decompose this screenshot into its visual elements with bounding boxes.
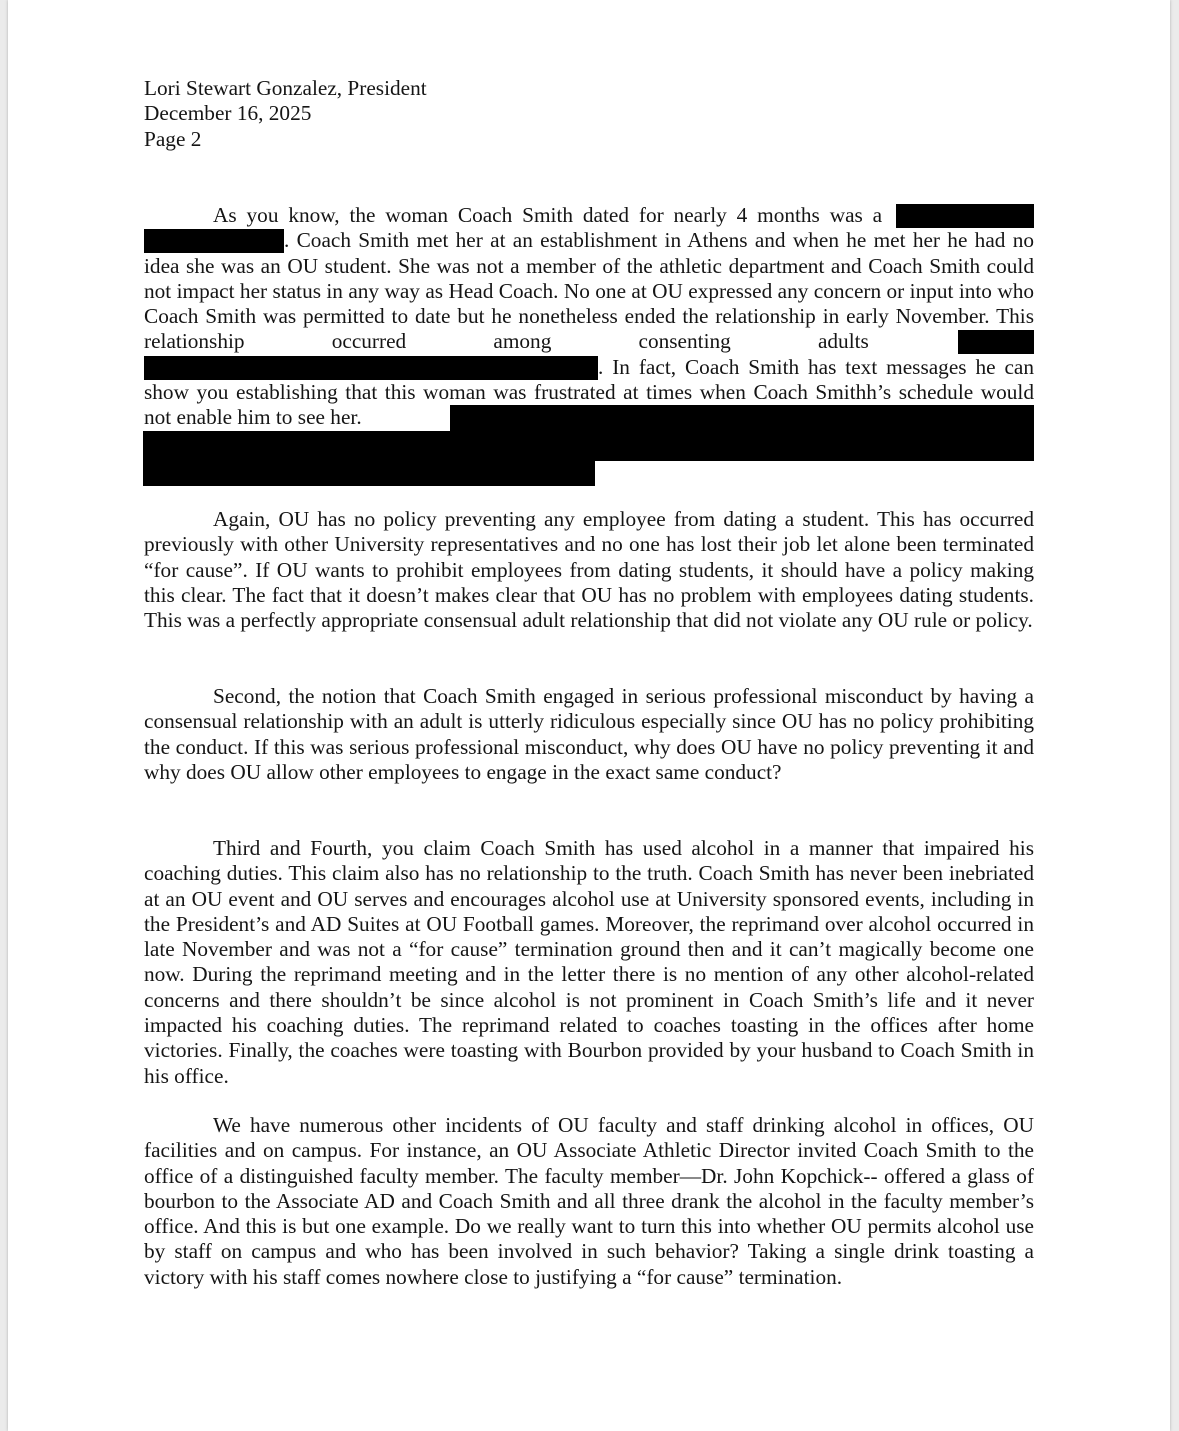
recipient-line: Lori Stewart Gonzalez, President bbox=[144, 76, 427, 100]
redaction-box bbox=[143, 431, 1034, 461]
redaction-box bbox=[143, 459, 595, 486]
paragraph-4: Third and Fourth, you claim Coach Smith has used alcohol in a manner that impaired his coaching duties. This claim also has no relationship to the truth. Coach Smith has never been inebriated at an OU event and OU serves and encourages alcohol use at University sponsored events, including in the President’s and AD Suites at OU Football games. Moreover, the reprimand over alcohol occurred in late November and was not a “for cause” termination ground then and it can’t magically become one now. During the reprimand meeting and in the letter there is no mention of any other alcohol-related concerns and there shouldn’t be since alcohol is not prominent in Coach Smith’s life and it never impacted his coaching duties. The reprimand related to coaches toasting in the offices after home victories. Finally, the coaches were toasting with Bourbon provided by your husband to Coach Smith in his office. bbox=[144, 836, 1034, 1088]
paragraph-2: Again, OU has no policy preventing any employee from dating a student. This has occurred previously with other University representatives and no one has lost their job let alone been terminated “for cause”. If OU wants to prohibit employees from dating students, it should have a policy making this clear. The fact that it doesn’t makes clear that OU has no problem with employees dating students. This was a perfectly appropriate consensual adult relationship that did not violate any OU rule or policy. bbox=[144, 507, 1034, 633]
page-number: Page 2 bbox=[144, 126, 202, 151]
redaction-box bbox=[450, 405, 1034, 433]
paragraph-1 bbox=[144, 203, 1034, 431]
paragraph-1-part-a: As you know, the woman Coach Smith dated for nearly 4 months was a bbox=[213, 203, 883, 227]
redaction-box bbox=[958, 330, 1034, 354]
letter-header bbox=[144, 76, 1034, 152]
redaction-box bbox=[896, 204, 1034, 228]
redaction-box bbox=[144, 356, 598, 380]
paragraph-1-part-b: . Coach Smith met her at an establishment in Athens and when he met her he had no idea she was an OU student. She was not a member of the athletic department and Coach Smith could not impact her status in any way as Head Coach. No one at OU expressed any concern or input into who Coach Smith was permitted to date but he nonetheless ended the relationship in early November. This relationship occurred among consenting adults bbox=[144, 228, 1034, 354]
date-line: December 16, 2025 bbox=[144, 101, 312, 126]
paragraph-5: We have numerous other incidents of OU faculty and staff drinking alcohol in offices, OU facilities and on campus. For instance, an OU Associate Athletic Director invited Coach Smith to the office of a distinguished faculty member. The faculty member—Dr. John Kopchick-- offered a glass of bourbon to the Associate AD and Coach Smith and all three drank the alcohol in the faculty member’s office. And this is but one example. Do we really want to turn this into whether OU permits alcohol use by staff on campus and who has been involved in such behavior? Taking a single drink toasting a victory with his staff comes nowhere close to justifying a “for cause” termination. bbox=[144, 1113, 1034, 1289]
paragraph-3: Second, the notion that Coach Smith engaged in serious professional misconduct by having a consensual relationship with an adult is utterly ridiculous especially since OU has no policy prohibiting the conduct. If this was serious professional misconduct, why does OU have no policy preventing it and why does OU allow other employees to engage in the exact same conduct? bbox=[144, 684, 1034, 784]
paragraph-1-part-c: . In fact, Coach Smith has text messages he can show you establishing that this woman was frustrated at times when Coach Smithh’s schedule would not enable him to see her. bbox=[144, 354, 1034, 430]
redaction-box bbox=[144, 229, 284, 253]
